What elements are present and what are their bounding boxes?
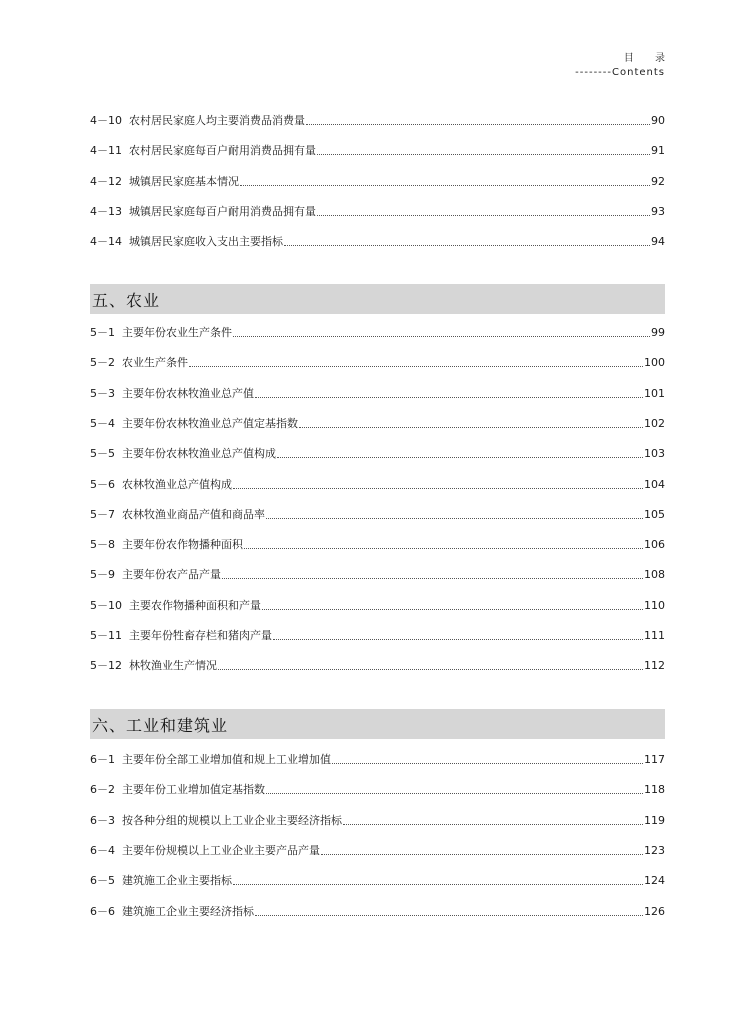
dot-leader	[332, 763, 643, 764]
toc-entry[interactable]	[90, 903, 665, 919]
toc-entry-number: 5－9	[90, 568, 115, 582]
toc-entry[interactable]	[90, 842, 665, 858]
toc-entry-title: 农村居民家庭人均主要消费品消费量	[129, 114, 305, 127]
toc-entry-title: 主要年份农业生产条件	[122, 326, 232, 339]
toc-entry-number: 5－6	[90, 477, 115, 491]
toc-entry-page: 110	[644, 598, 665, 612]
dot-leader	[299, 427, 643, 428]
toc-entry-title: 农业生产条件	[122, 356, 188, 370]
dot-leader	[321, 854, 643, 855]
toc-entry-title: 主要年份农林牧渔业总产值定基指数	[122, 416, 298, 430]
toc-entry[interactable]	[90, 657, 665, 673]
toc-entry-title: 农村居民家庭每百户耐用消费品拥有量	[129, 144, 316, 158]
dot-leader	[244, 548, 643, 549]
toc-entry-number: 5－7	[90, 507, 115, 521]
toc-entry-page: 112	[644, 659, 665, 673]
toc-entry-title: 主要年份农林牧渔业总产值构成	[122, 447, 276, 461]
toc-entry-page: 90	[651, 114, 665, 127]
toc-entry-page: 108	[644, 568, 665, 582]
page-header	[575, 52, 674, 80]
toc-entry[interactable]	[90, 354, 665, 370]
toc-entry-page: 102	[644, 416, 665, 430]
toc-entry-title: 主要农作物播种面积和产量	[129, 598, 261, 612]
toc-entry-number: 4－12	[90, 174, 122, 188]
toc-entry-number: 4－10	[90, 114, 122, 127]
toc-entry-number: 6－5	[90, 874, 115, 888]
toc-entry-number: 5－3	[90, 386, 115, 400]
toc-entry-page: 124	[644, 874, 665, 888]
toc-entry-title: 主要年份工业增加值定基指数	[122, 783, 265, 797]
section-heading: 五、农业	[92, 290, 161, 310]
toc-entry-number: 5－2	[90, 356, 115, 370]
toc-entry-number: 5－1	[90, 326, 115, 339]
section-heading: 六、工业和建筑业	[92, 715, 229, 735]
toc-entry-title: 主要年份牲畜存栏和猪肉产量	[129, 629, 272, 642]
toc-entry-title: 城镇居民家庭基本情况	[129, 174, 239, 188]
toc-entry-page: 126	[644, 904, 665, 918]
toc-entry[interactable]	[90, 445, 665, 461]
toc-entry-number: 6－6	[90, 904, 115, 918]
toc-entry-page: 106	[644, 538, 665, 552]
toc-entry-title: 城镇居民家庭收入支出主要指标	[129, 235, 283, 249]
dot-leader	[255, 915, 643, 916]
toc-entry-title: 城镇居民家庭每百户耐用消费品拥有量	[129, 204, 316, 218]
toc-entry[interactable]	[90, 324, 665, 340]
toc-entry-number: 4－13	[90, 204, 122, 218]
toc-entry-number: 6－2	[90, 783, 115, 797]
toc-entry-page: 93	[651, 204, 665, 218]
header-title: 目 录	[623, 53, 674, 64]
toc-entry-page: 119	[644, 813, 665, 827]
dot-leader	[273, 639, 643, 640]
toc-entry-title: 主要年份全部工业增加值和规上工业增加值	[122, 753, 331, 766]
dot-leader	[262, 609, 643, 610]
toc-entry-title: 建筑施工企业主要经济指标	[122, 904, 254, 918]
toc-entry[interactable]	[90, 781, 665, 797]
dot-leader	[317, 215, 650, 216]
toc-entry-page: 117	[644, 753, 665, 766]
toc-entry-title: 建筑施工企业主要指标	[122, 874, 232, 888]
dot-leader	[266, 793, 643, 794]
toc-entry[interactable]	[90, 566, 665, 582]
toc-entry-number: 5－5	[90, 447, 115, 461]
toc-entry[interactable]	[90, 233, 665, 249]
toc-entry-page: 105	[644, 507, 665, 521]
dot-leader	[317, 154, 650, 155]
section-bar-industry	[90, 709, 665, 739]
toc-entry-title: 农林牧渔业总产值构成	[122, 477, 232, 491]
toc-entry[interactable]	[90, 597, 665, 613]
toc-entry-title: 农林牧渔业商品产值和商品率	[122, 507, 265, 521]
toc-entry-number: 6－3	[90, 813, 115, 827]
toc-entry-page: 101	[644, 386, 665, 400]
toc-entry[interactable]	[90, 536, 665, 552]
toc-entry[interactable]	[90, 385, 665, 401]
dot-leader	[277, 457, 643, 458]
toc-entry-title: 主要年份农林牧渔业总产值	[122, 386, 254, 400]
toc-entry[interactable]	[90, 506, 665, 522]
toc-entry-number: 5－4	[90, 416, 115, 430]
toc-entry-page: 104	[644, 477, 665, 491]
dot-leader	[306, 124, 650, 125]
toc-entry-title: 主要年份农产品产量	[122, 568, 221, 582]
dot-leader	[233, 336, 650, 337]
toc-entry[interactable]	[90, 203, 665, 219]
toc-entry-title: 主要年份农作物播种面积	[122, 538, 243, 552]
dot-leader	[255, 397, 643, 398]
toc-entry-number: 5－12	[90, 659, 122, 673]
dot-leader	[266, 518, 643, 519]
toc-entry-page: 123	[644, 843, 665, 857]
toc-entry[interactable]	[90, 627, 665, 643]
toc-entry-page: 100	[644, 356, 665, 370]
toc-entry-page: 94	[651, 235, 665, 249]
dot-leader	[189, 366, 643, 367]
toc-entry-page: 92	[651, 174, 665, 188]
toc-entry[interactable]	[90, 872, 665, 888]
toc-entry-number: 5－10	[90, 598, 122, 612]
toc-entry-number: 5－11	[90, 629, 122, 642]
dot-leader	[240, 185, 650, 186]
toc-entry-page: 99	[651, 326, 665, 339]
toc-entry[interactable]	[90, 142, 665, 158]
toc-entry-title: 按各种分组的规模以上工业企业主要经济指标	[122, 813, 342, 827]
toc-entry-number: 6－4	[90, 843, 115, 857]
section-bar-agriculture	[90, 284, 665, 314]
toc-entry[interactable]	[90, 751, 665, 767]
toc-entry[interactable]	[90, 476, 665, 492]
toc-entry[interactable]	[90, 812, 665, 828]
toc-entry-page: 103	[644, 447, 665, 461]
toc-entry-title: 林牧渔业生产情况	[129, 659, 217, 673]
toc-entry-number: 4－11	[90, 144, 122, 158]
toc-entry-number: 4－14	[90, 235, 122, 249]
toc-entry-title: 主要年份规模以上工业企业主要产品产量	[122, 843, 320, 857]
dot-leader	[222, 578, 643, 579]
toc-entry-number: 5－8	[90, 538, 115, 552]
toc-entry[interactable]	[90, 173, 665, 189]
toc-entry-page: 91	[651, 144, 665, 158]
toc-entry-page: 118	[644, 783, 665, 797]
header-subtitle: --------Contents	[575, 67, 665, 78]
toc-entry-page: 111	[644, 629, 665, 642]
dot-leader	[218, 669, 643, 670]
toc-entry-number: 6－1	[90, 753, 115, 766]
toc-entry[interactable]	[90, 415, 665, 431]
toc-entry[interactable]	[90, 112, 665, 128]
dot-leader	[233, 884, 643, 885]
dot-leader	[284, 245, 650, 246]
dot-leader	[343, 824, 643, 825]
dot-leader	[233, 488, 643, 489]
